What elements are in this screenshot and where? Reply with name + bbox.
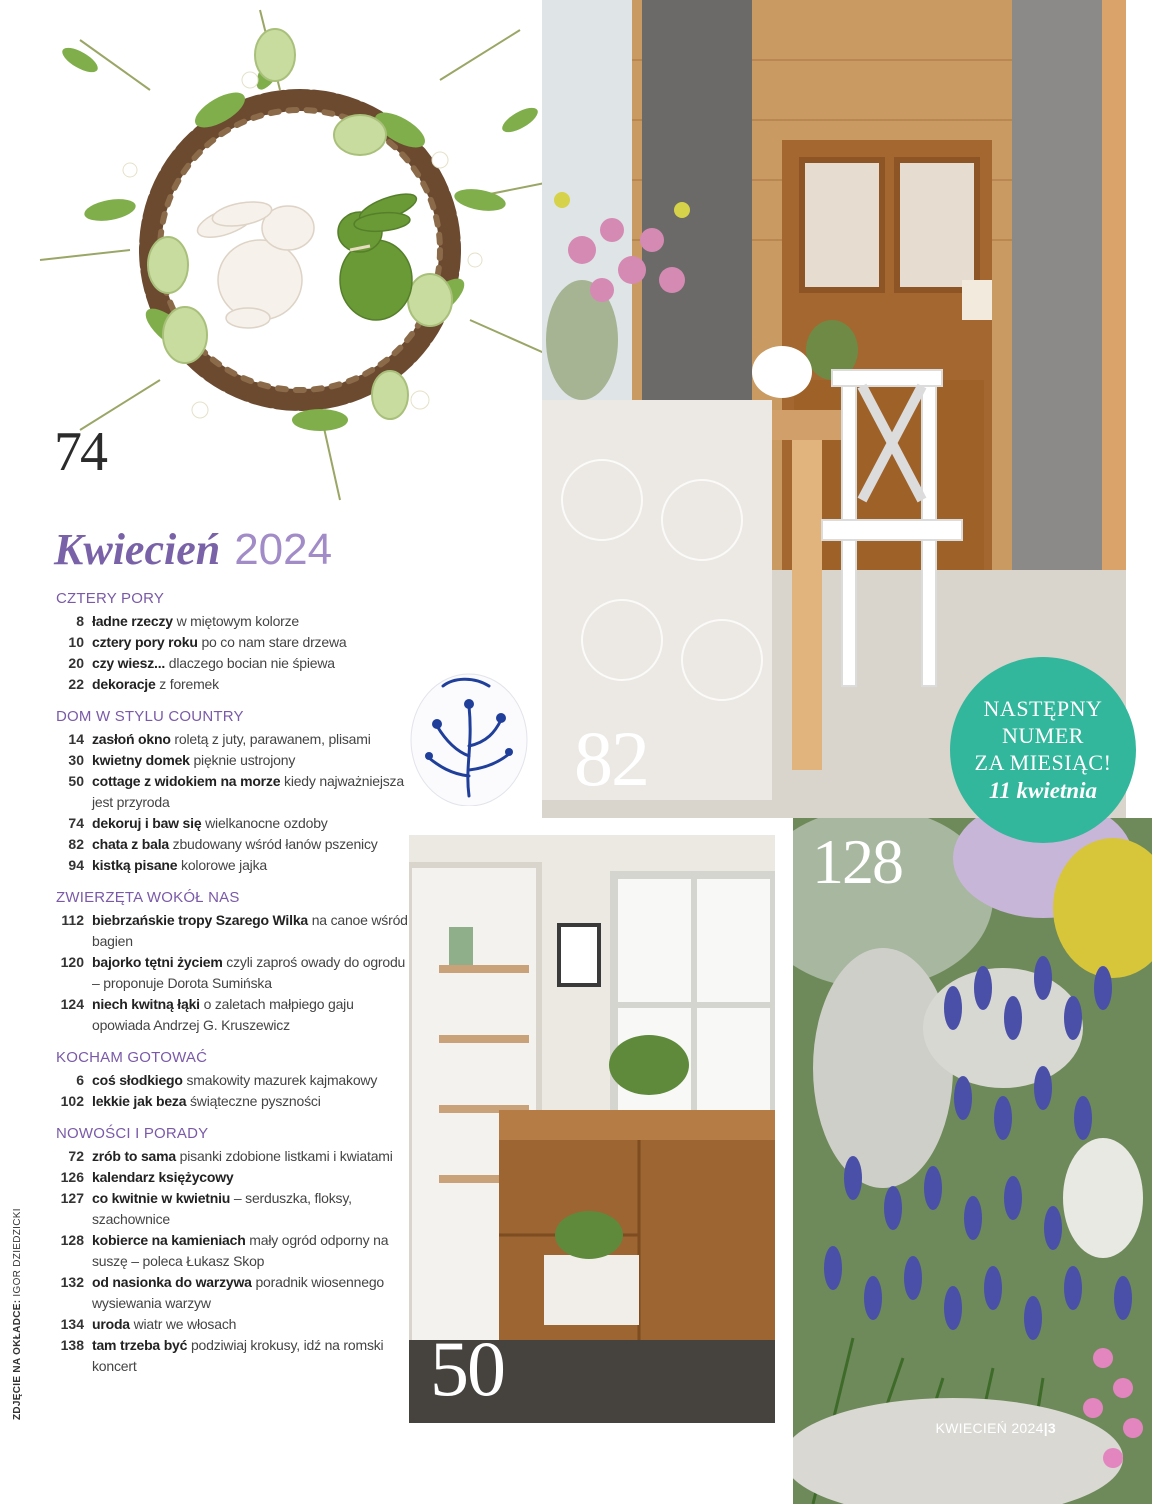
toc-entry-title: chata z bala xyxy=(92,836,169,852)
feature-page-number-74: 74 xyxy=(54,421,106,483)
footer-separator: | xyxy=(1043,1420,1048,1436)
garden-photo xyxy=(793,818,1152,1504)
toc-entry-page: 138 xyxy=(60,1337,84,1353)
toc-entry-title: tam trzeba być xyxy=(92,1337,188,1353)
toc-entry-description: na canoe wśród bagien xyxy=(92,912,408,949)
toc-entry-description: pięknie ustrojony xyxy=(193,752,296,768)
toc-entry-page: 14 xyxy=(68,731,84,747)
issue-title xyxy=(54,525,333,574)
toc-entry-description: w miętowym kolorze xyxy=(176,613,300,629)
toc-entry-title: kalendarz księżycowy xyxy=(92,1169,234,1185)
toc-entry-description: mały ogród odporny na suszę – poleca Łukasz Skop xyxy=(92,1232,389,1269)
toc-entry-title: czy wiesz... xyxy=(92,655,166,671)
toc-entry xyxy=(54,771,414,813)
toc-entry-title: niech kwitną łąki xyxy=(92,996,200,1012)
toc-entry-text xyxy=(92,813,414,834)
toc-section xyxy=(54,590,414,695)
toc-entry-text xyxy=(92,855,414,876)
toc-entry-page: 102 xyxy=(60,1093,84,1109)
toc-entry-text xyxy=(92,1167,414,1188)
toc-section-title: DOM W STYLU COUNTRY xyxy=(56,708,244,725)
badge-line-1: NASTĘPNY xyxy=(983,696,1103,721)
toc-entry-title: lekkie jak beza xyxy=(92,1093,187,1109)
toc-entry-page: 8 xyxy=(76,613,84,629)
table-of-contents xyxy=(54,590,414,1390)
toc-entry xyxy=(54,674,414,695)
toc-entry xyxy=(54,611,414,632)
toc-entry-description: smakowity mazurek kajmakowy xyxy=(186,1072,378,1088)
feature-page-number-50: 50 xyxy=(430,1325,504,1412)
toc-entry-text xyxy=(92,1272,414,1314)
toc-entry-description: poradnik wiosennego wysiewania warzyw xyxy=(92,1274,384,1311)
toc-entry-title: coś słodkiego xyxy=(92,1072,183,1088)
toc-entry-text xyxy=(92,1146,414,1167)
toc-entry-text xyxy=(92,952,414,994)
toc-entry-page: 22 xyxy=(68,676,84,692)
toc-entry-title: dekoruj i baw się xyxy=(92,815,202,831)
toc-entry-description: zbudowany wśród łanów pszenicy xyxy=(172,836,378,852)
toc-entry-description: czyli zaproś owady do ogrodu – proponuje Dorota Sumińska xyxy=(92,954,406,991)
toc-entry-text xyxy=(92,750,414,771)
toc-entry-page: 126 xyxy=(60,1169,84,1185)
toc-entry-page: 132 xyxy=(60,1274,84,1290)
toc-entry-title: co kwitnie w kwietniu xyxy=(92,1190,231,1206)
footer-page-number: 3 xyxy=(1047,1420,1056,1436)
cover-photo-credit xyxy=(12,1208,23,1420)
toc-entry-page: 82 xyxy=(68,836,84,852)
toc-entry-page: 50 xyxy=(68,773,84,789)
toc-entry-page: 10 xyxy=(68,634,84,650)
feature-page-number-82: 82 xyxy=(574,715,648,802)
toc-entry-description: – serduszka, floksy, szachownice xyxy=(92,1190,352,1227)
toc-entry-description: roletą z juty, parawanem, plisami xyxy=(174,731,371,747)
toc-entry-description: kolorowe jajka xyxy=(181,857,267,873)
toc-entry xyxy=(54,952,414,994)
toc-entry-title: biebrzańskie tropy Szarego Wilka xyxy=(92,912,308,928)
toc-entry xyxy=(54,834,414,855)
toc-entry xyxy=(54,1335,414,1377)
toc-entry-title: kwietny domek xyxy=(92,752,190,768)
toc-entry xyxy=(54,813,414,834)
toc-entry-page: 30 xyxy=(68,752,84,768)
toc-entry-description: po co nam stare drzewa xyxy=(201,634,347,650)
toc-entry-text xyxy=(92,1230,414,1272)
toc-entry-description: o zaletach małpiego gaju opowiada Andrzej G. Kruszewicz xyxy=(92,996,354,1033)
toc-entry-text xyxy=(92,834,414,855)
toc-entry-description: wiatr we włosach xyxy=(133,1316,237,1332)
toc-entry-page: 74 xyxy=(68,815,84,831)
toc-entry-description: pisanki zdobione listkami i kwiatami xyxy=(179,1148,393,1164)
toc-entry xyxy=(54,750,414,771)
toc-entry-page: 6 xyxy=(76,1072,84,1088)
badge-line-3: ZA MIESIĄC! xyxy=(974,750,1112,775)
toc-entry-text xyxy=(92,1091,414,1112)
toc-entry xyxy=(54,1230,414,1272)
toc-entry-description: kiedy najważniejsza jest przyroda xyxy=(92,773,404,810)
toc-entry-title: kobierce na kamieniach xyxy=(92,1232,246,1248)
toc-section xyxy=(54,1125,414,1377)
toc-entry-text xyxy=(92,1335,414,1377)
toc-entry xyxy=(54,632,414,653)
next-issue-badge xyxy=(950,657,1136,843)
toc-entry xyxy=(54,1272,414,1314)
toc-entry xyxy=(54,729,414,750)
toc-entry-title: ładne rzeczy xyxy=(92,613,173,629)
toc-entry-title: cztery pory roku xyxy=(92,634,198,650)
toc-entry-text xyxy=(92,632,414,653)
toc-entry-page: 128 xyxy=(60,1232,84,1248)
toc-section-title: NOWOŚCI I PORADY xyxy=(56,1125,209,1142)
toc-section-title: CZTERY PORY xyxy=(56,590,165,607)
toc-entry-description: wielkanocne ozdoby xyxy=(205,815,328,831)
toc-section xyxy=(54,1049,414,1112)
toc-entry-text xyxy=(92,653,414,674)
toc-entry-description: dlaczego bocian nie śpiewa xyxy=(168,655,335,671)
toc-entry-page: 112 xyxy=(61,912,84,928)
decorated-egg-photo xyxy=(403,666,535,806)
badge-line-2: NUMER xyxy=(1002,723,1084,748)
toc-entry-title: cottage z widokiem na morze xyxy=(92,773,281,789)
toc-entry xyxy=(54,855,414,876)
toc-entry xyxy=(54,910,414,952)
issue-month: Kwiecień xyxy=(54,525,221,574)
toc-entry-text xyxy=(92,1070,414,1091)
toc-entry-title: dekoracje xyxy=(92,676,156,692)
issue-year: 2024 xyxy=(234,525,333,574)
toc-entry-page: 72 xyxy=(68,1148,84,1164)
toc-entry-text xyxy=(92,1188,414,1230)
toc-entry-page: 127 xyxy=(60,1190,84,1206)
toc-section-title: ZWIERZĘTA WOKÓŁ NAS xyxy=(56,889,240,906)
toc-entry xyxy=(54,1070,414,1091)
toc-entry-title: kistką pisane xyxy=(92,857,178,873)
badge-date: 11 kwietnia xyxy=(989,778,1097,803)
toc-entry-title: zasłoń okno xyxy=(92,731,171,747)
toc-entry-title: zrób to sama xyxy=(92,1148,176,1164)
toc-entry-text xyxy=(92,994,414,1036)
toc-entry xyxy=(54,1188,414,1230)
toc-entry-page: 20 xyxy=(68,655,84,671)
toc-entry-title: od nasionka do warzywa xyxy=(92,1274,252,1290)
toc-entry xyxy=(54,1146,414,1167)
toc-entry xyxy=(54,994,414,1036)
toc-entry-text xyxy=(92,729,414,750)
toc-entry-page: 94 xyxy=(68,857,84,873)
toc-entry-text xyxy=(92,1314,414,1335)
toc-entry-page: 120 xyxy=(60,954,84,970)
credit-name: IGOR DZIEDZICKI xyxy=(12,1208,23,1297)
feature-page-number-128: 128 xyxy=(812,826,902,897)
toc-entry-description: świąteczne pyszności xyxy=(190,1093,321,1109)
toc-entry xyxy=(54,653,414,674)
toc-entry-text xyxy=(92,771,414,813)
toc-entry-description: z foremek xyxy=(159,676,219,692)
toc-entry-page: 134 xyxy=(60,1316,84,1332)
toc-entry-title: uroda xyxy=(92,1316,130,1332)
footer-issue: KWIECIEŃ 2024 xyxy=(935,1420,1044,1436)
credit-label: ZDJĘCIE NA OKŁADCE: xyxy=(12,1299,23,1420)
toc-entry-text xyxy=(92,674,414,695)
toc-entry-text xyxy=(92,910,414,952)
toc-section xyxy=(54,889,414,1036)
toc-entry-description: podziwiaj krokusy, idź na romski koncert xyxy=(92,1337,384,1374)
page-footer xyxy=(936,1420,1056,1436)
toc-entry-text xyxy=(92,611,414,632)
toc-entry xyxy=(54,1091,414,1112)
toc-section-title: KOCHAM GOTOWAĆ xyxy=(56,1049,208,1066)
toc-entry-title: bajorko tętni życiem xyxy=(92,954,223,970)
toc-section xyxy=(54,708,414,876)
toc-entry xyxy=(54,1167,414,1188)
toc-entry xyxy=(54,1314,414,1335)
toc-entry-page: 124 xyxy=(60,996,84,1012)
